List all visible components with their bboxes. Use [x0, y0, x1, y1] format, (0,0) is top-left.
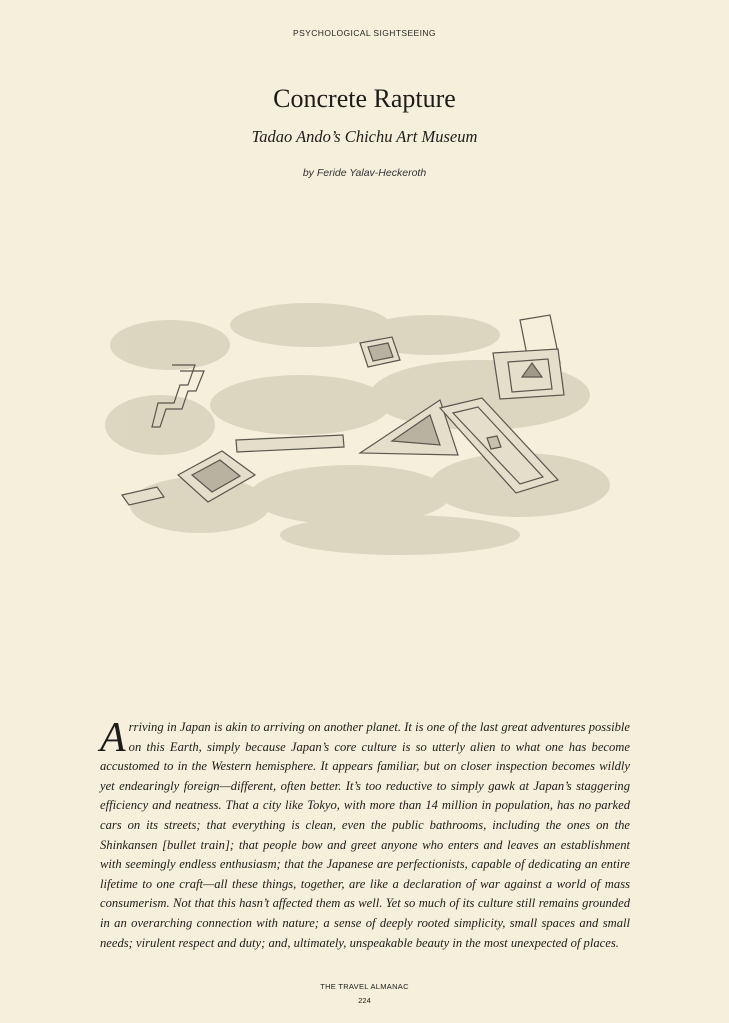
publication-name: THE TRAVEL ALMANAC [320, 982, 409, 991]
page-number: 224 [358, 996, 371, 1005]
drop-cap: A [100, 715, 126, 761]
section-label: PSYCHOLOGICAL SIGHTSEEING [293, 28, 436, 38]
museum-illustration [100, 285, 630, 565]
article-body-text: rriving in Japan is akin to arriving on another planet. It is one of the last great adventures possible on this Earth, simply because Japan’s core culture is so utterly alien to what one has become accustomed to in the Western hemisphere. It appears familiar, but on closer inspection becomes wildly yet endearingly foreign—different, often better. It’s too reductive to simply gawk at Japan’s staggering efficiency and neatness. That a city like Tokyo, with more than 14 million in population, has no parked cars on its streets; that everything is clean, even the public bathrooms, including the ones on the Shinkansen [bullet train]; that people bow and greet anyone who enters and leaves an establishment with seemingly endless enthusiasm; that the Japanese are perfectionists, capable of dedicating an entire lifetime to one craft—all these things, together, are like a declaration of war against a world of mass consumerism. Not that this hasn’t affected them as well. Yet so much of its culture still remains grounded in an overarching connection with nature; a sense of deeply rooted simplicity, small spaces and small needs; virulent respect and duty; and, ultimately, unspeakable beauty in the most unexpected of places. [100, 720, 630, 950]
byline: by Feride Yalav-Heckeroth [302, 167, 427, 179]
article-title: Concrete Rapture [273, 84, 456, 113]
article-subtitle: Tadao Ando’s Chichu Art Museum [251, 127, 478, 146]
article-body [100, 715, 630, 953]
